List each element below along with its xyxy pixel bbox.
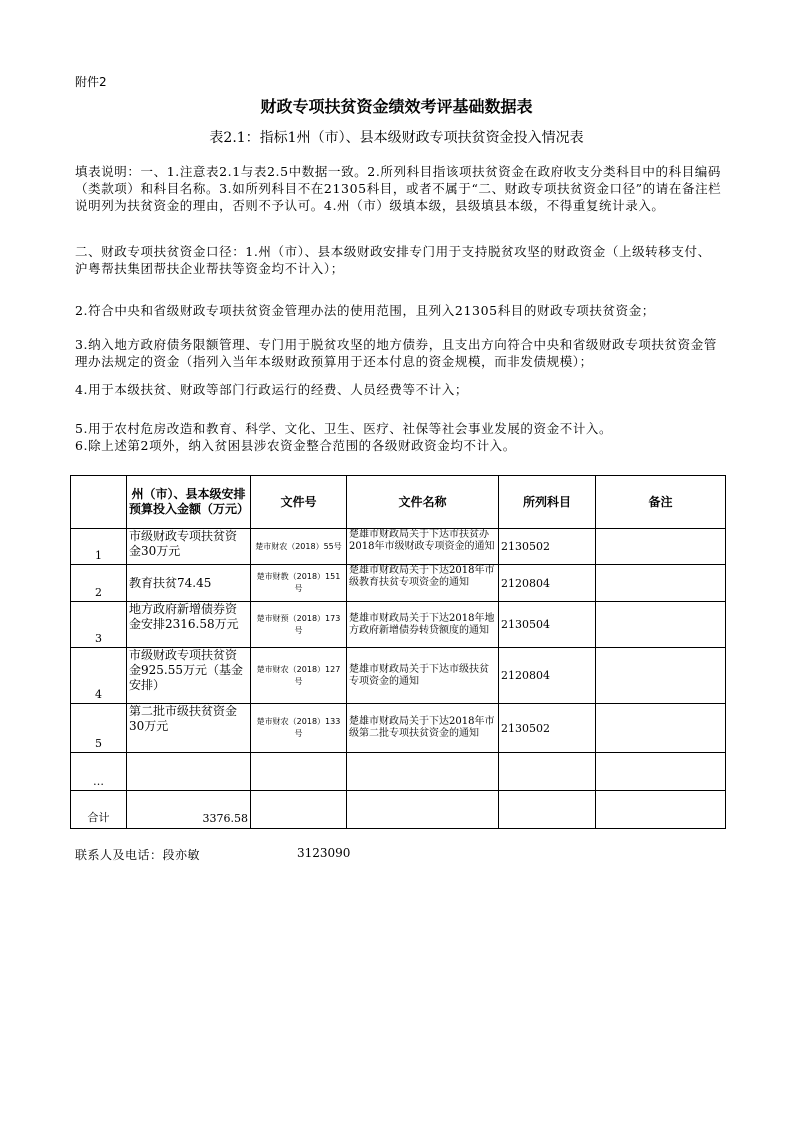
- row-doc-no: [251, 753, 347, 791]
- instruction-paragraph: 4.用于本级扶贫、财政等部门行政运行的经费、人员经费等不计入；: [75, 382, 469, 397]
- header-cell-doc-name: 文件名称: [347, 476, 499, 529]
- instruction-paragraph: 6.除上述第2项外，纳入贫困县涉农资金整合范围的各级财政资金均不计入。: [75, 438, 516, 453]
- table-row: [71, 529, 726, 565]
- instruction-paragraph: 填表说明：一、1.注意表2.1与表2.5中数据一致。2.所列科目指该项扶贫资金在政府收支分类科目中的科目编码（类款项）和科目名称。3.如所列科目不在21305科目，或者不属于“二、财政专项扶贫资金口径”的请在备注栏说明列为扶贫资金的理由，否则不予认可。4.州（市）级填本级，县级填县本级，不得重复统计录入。: [75, 164, 722, 213]
- table-total-row: [71, 791, 726, 829]
- contact-phone: 3123090: [297, 846, 351, 860]
- row-amount: 市级财政专项扶贫资金925.55万元（基金安排）: [127, 648, 251, 704]
- row-note: [596, 529, 726, 565]
- row-note: [596, 648, 726, 704]
- row-note: [596, 753, 726, 791]
- row-note: [596, 704, 726, 753]
- row-note: [596, 565, 726, 602]
- total-label: 合计: [71, 791, 127, 829]
- row-doc-name: 楚雄市财政局关于下达2018年市级第二批专项扶贫资金的通知: [347, 704, 499, 753]
- row-amount: 第二批市级扶贫资金30万元: [127, 704, 251, 753]
- header-cell-doc-no: 文件号: [251, 476, 347, 529]
- header-cell-note: 备注: [596, 476, 726, 529]
- total-value: 3376.58: [127, 791, 251, 829]
- row-number: 2: [71, 565, 127, 602]
- row-subject: 2130504: [499, 602, 596, 648]
- table-header-row: [71, 476, 726, 529]
- table-row: [71, 648, 726, 704]
- row-doc-no: 楚市财农（2018）127号: [251, 648, 347, 704]
- page-subtitle: 表2.1：指标1州（市）、县本级财政专项扶贫资金投入情况表: [209, 130, 584, 146]
- header-cell-subject: 所列科目: [499, 476, 596, 529]
- row-subject: [499, 753, 596, 791]
- attachment-label: 附件2: [75, 75, 107, 89]
- table-row: [71, 565, 726, 602]
- row-number: 4: [71, 648, 127, 704]
- page-title: 财政专项扶贫资金绩效考评基础数据表: [260, 97, 533, 116]
- header-cell-index: [71, 476, 127, 529]
- instruction-paragraph: 2.符合中央和省级财政专项扶贫资金管理办法的使用范围，且列入21305科目的财政专项扶贫资金；: [75, 303, 655, 318]
- row-number: 3: [71, 602, 127, 648]
- row-doc-name: 楚雄市财政局关于下达市级扶贫专项资金的通知: [347, 648, 499, 704]
- row-doc-no: 楚市财农（2018）55号: [251, 529, 347, 565]
- table-row: [71, 704, 726, 753]
- instruction-paragraph: 5.用于农村危房改造和教育、科学、文化、卫生、医疗、社保等社会事业发展的资金不计入。: [75, 421, 613, 436]
- total-empty-cell: [596, 791, 726, 829]
- row-number: 1: [71, 529, 127, 565]
- row-amount: 教育扶贫74.45: [127, 565, 251, 602]
- table-row: [71, 602, 726, 648]
- row-doc-name: 楚雄市财政局关于下达2018年市级教育扶贫专项资金的通知: [347, 565, 499, 602]
- row-amount: 市级财政专项扶贫资金30万元: [127, 529, 251, 565]
- header-cell-amount: 州（市）、县本级安排预算投入金额（万元）: [127, 476, 251, 529]
- total-empty-cell: [499, 791, 596, 829]
- table-row: [71, 753, 726, 791]
- funding-table: [70, 475, 726, 829]
- row-doc-name: 楚雄市财政局关于下达市扶贫办2018年市级财政专项资金的通知: [347, 529, 499, 565]
- row-subject: 2120804: [499, 565, 596, 602]
- row-doc-name: [347, 753, 499, 791]
- row-number: 5: [71, 704, 127, 753]
- row-doc-no: 楚市财农（2018）133号: [251, 704, 347, 753]
- row-doc-name: 楚雄市财政局关于下达2018年地方政府新增债券转贷额度的通知: [347, 602, 499, 648]
- row-amount: 地方政府新增债券资金安排2316.58万元: [127, 602, 251, 648]
- row-number: …: [71, 753, 127, 791]
- total-empty-cell: [347, 791, 499, 829]
- row-subject: 2120804: [499, 648, 596, 704]
- row-note: [596, 602, 726, 648]
- row-doc-no: 楚市财预（2018）173号: [251, 602, 347, 648]
- row-subject: 2130502: [499, 704, 596, 753]
- row-subject: 2130502: [499, 529, 596, 565]
- instruction-paragraph: 二、财政专项扶贫资金口径：1.州（市）、县本级财政安排专门用于支持脱贫攻坚的财政资金（上级转移支付、沪粤帮扶集团帮扶企业帮扶等资金均不计入）；: [75, 244, 711, 276]
- row-doc-no: 楚市财教（2018）151号: [251, 565, 347, 602]
- total-empty-cell: [251, 791, 347, 829]
- row-amount: [127, 753, 251, 791]
- contact-person: 联系人及电话：段亦敏: [75, 848, 201, 862]
- instruction-paragraph: 3.纳入地方政府债务限额管理、专门用于脱贫攻坚的地方债券，且支出方向符合中央和省级财政专项扶贫资金管理办法规定的资金（指列入当年本级财政预算用于还本付息的资金规模，而非发债规模）；: [75, 337, 717, 369]
